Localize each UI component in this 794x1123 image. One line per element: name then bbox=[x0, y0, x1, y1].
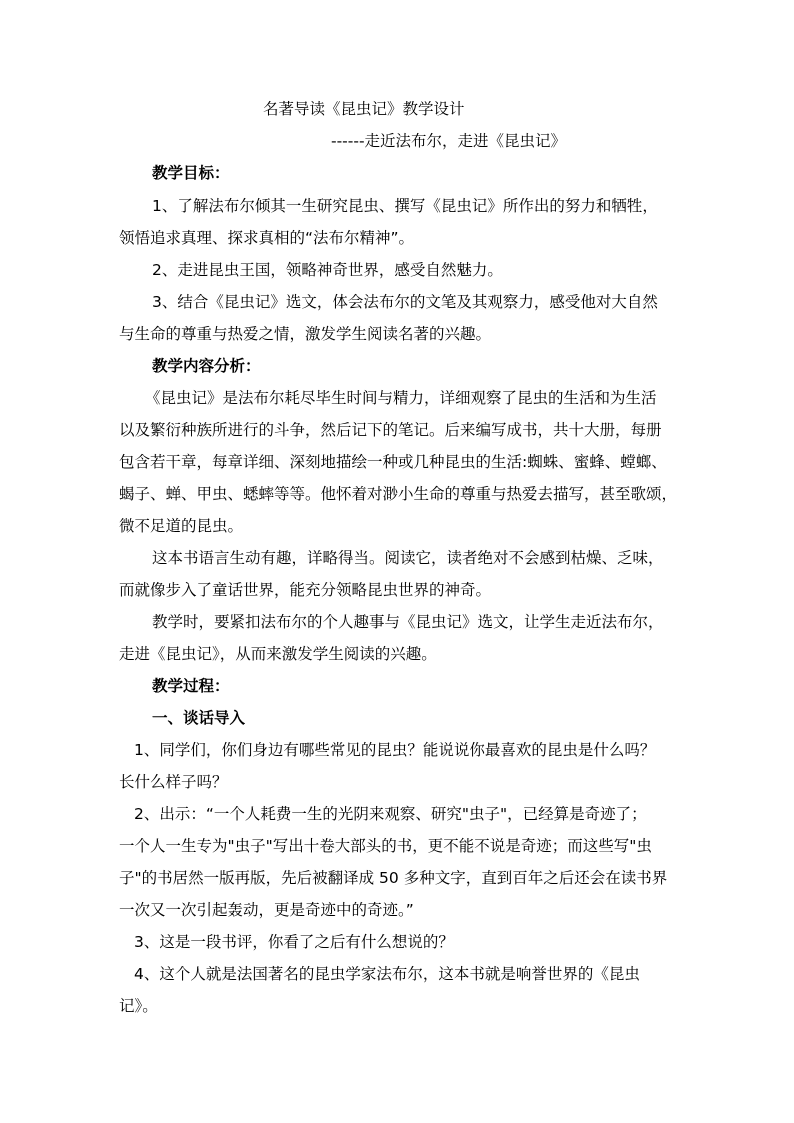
item-2-line-2: 一个人一生专为"虫子"写出十卷大部头的书，更不能不说是奇迹；而这些写"虫 bbox=[119, 837, 652, 855]
analysis-p1-line-1: 《昆虫记》是法布尔耗尽毕生时间与精力，详细观察了昆虫的生活和为生活 bbox=[145, 389, 657, 407]
process-heading: 教学过程： bbox=[152, 677, 230, 695]
document-subtitle: ------走近法布尔，走进《昆虫记》 bbox=[331, 132, 567, 150]
analysis-p1-line-2: 以及繁衍种族所进行的斗争，然后记下的笔记。后来编写成书，共十大册，每册 bbox=[119, 421, 662, 439]
analysis-p2-line-1: 这本书语言生动有趣，详略得当。阅读它，读者绝对不会感到枯燥、乏味， bbox=[152, 549, 664, 567]
item-4-line-1: 4、这个人就是法国著名的昆虫学家法布尔，这本书就是响誉世界的《昆虫 bbox=[134, 965, 640, 983]
goal-3-line-2: 与生命的尊重与热爱之情，激发学生阅读名著的兴趣。 bbox=[119, 325, 492, 343]
item-2-line-4: 一次又一次引起轰动，更是奇迹中的奇迹。” bbox=[119, 901, 414, 919]
item-2-line-3: 子"的书居然一版再版，先后被翻译成 50 多种文字，直到百年之后还会在读书界 bbox=[119, 869, 668, 887]
document-title: 名著导读《昆虫记》教学设计 bbox=[263, 100, 465, 118]
goal-1-line-2: 领悟追求真理、探求真相的“法布尔精神”。 bbox=[119, 229, 415, 247]
goals-heading: 教学目标： bbox=[152, 164, 230, 182]
item-2-line-1: 2、出示：“一个人耗费一生的光阴来观察、研究"虫子"，已经算是奇迹了； bbox=[134, 805, 647, 823]
analysis-p1-line-4: 蝎子、蝉、甲虫、蟋蟀等等。他怀着对渺小生命的尊重与热爱去描写，甚至歌颂， bbox=[119, 485, 678, 503]
section-1-heading: 一、谈话导入 bbox=[152, 709, 246, 727]
analysis-heading: 教学内容分析： bbox=[152, 357, 261, 375]
analysis-p2-line-2: 而就像步入了童话世界，能充分领略昆虫世界的神奇。 bbox=[119, 581, 492, 599]
analysis-p3-line-2: 走进《昆虫记》，从而来激发学生阅读的兴趣。 bbox=[119, 645, 437, 663]
analysis-p1-line-3: 包含若干章，每章详细、深刻地描绘一种或几种昆虫的生活:蜘蛛、蜜蜂、螳螂、 bbox=[119, 453, 667, 471]
item-1-line-2: 长什么样子吗？ bbox=[119, 773, 228, 791]
item-3: 3、这是一段书评，你看了之后有什么想说的？ bbox=[134, 933, 454, 951]
analysis-p3-line-1: 教学时，要紧扣法布尔的个人趣事与《昆虫记》选文，让学生走近法布尔， bbox=[152, 613, 664, 631]
goal-1-line-1: 1、了解法布尔倾其一生研究昆虫、撰写《昆虫记》所作出的努力和牺牲， bbox=[152, 197, 658, 215]
goal-2: 2、走进昆虫王国，领略神奇世界，感受自然魅力。 bbox=[152, 261, 503, 279]
item-4-line-2: 记》。 bbox=[119, 997, 158, 1015]
goal-3-line-1: 3、结合《昆虫记》选文，体会法布尔的文笔及其观察力，感受他对大自然 bbox=[152, 293, 658, 311]
item-1-line-1: 1、同学们，你们身边有哪些常见的昆虫？能说说你最喜欢的昆虫是什么吗？ bbox=[134, 741, 656, 759]
analysis-p1-line-5: 微不足道的昆虫。 bbox=[119, 517, 244, 535]
